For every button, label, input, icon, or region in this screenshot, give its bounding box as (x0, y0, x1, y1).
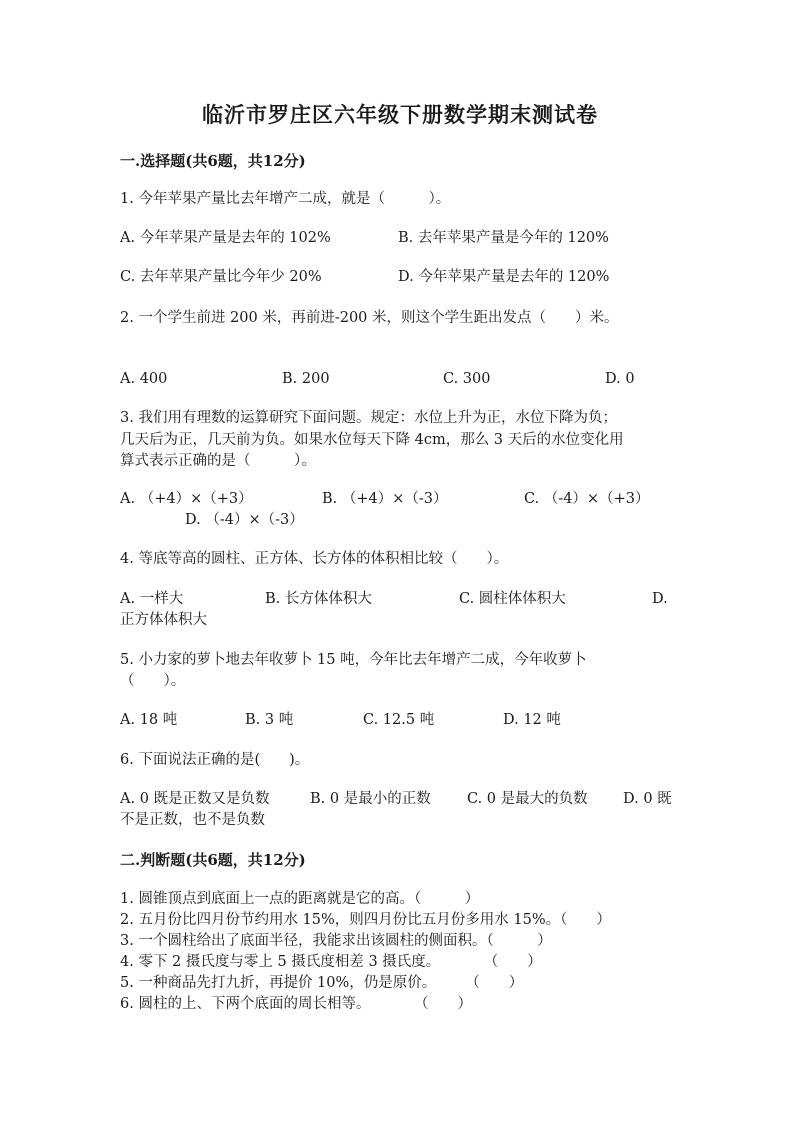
judgment-item-3: 3. 一个圆柱给出了底面半径，我能求出该圆柱的侧面积。（ ） (120, 933, 552, 949)
question-6-option-d-text: 不是正数，也不是负数 (120, 812, 265, 828)
question-1-option-d: D. 今年苹果产量是去年的 120% (398, 269, 610, 285)
question-3-line-2: 几天后为正，几天前为负。如果水位每天下降 4cm，那么 3 天后的水位变化用 (120, 432, 624, 448)
question-2-option-b: B. 200 (282, 371, 330, 387)
question-2-option-d: D. 0 (605, 371, 635, 387)
question-5-option-d: D. 12 吨 (503, 712, 561, 728)
judgment-item-2: 2. 五月份比四月份节约用水 15%，则四月份比五月份多用水 15%。（ ） (120, 912, 611, 928)
question-6-stem: 6. 下面说法正确的是( )。 (120, 752, 310, 768)
question-5-line-1: 5. 小力家的萝卜地去年收萝卜 15 吨，今年比去年增产二成，今年收萝卜 (120, 652, 587, 668)
question-3-option-b: B. （+4）×（-3） (322, 491, 448, 507)
judgment-item-4: 4. 零下 2 摄氏度与零上 5 摄氏度相差 3 摄氏度。 （ ） (120, 954, 542, 970)
question-5-option-c: C. 12.5 吨 (363, 712, 435, 728)
section-heading-choice: 一.选择题(共6题，共12分) (120, 152, 306, 170)
question-3-option-a: A. （+4）×（+3） (120, 491, 253, 507)
question-4-option-d-label: D. (652, 591, 668, 607)
section-heading-judgment: 二.判断题(共6题，共12分) (120, 851, 306, 869)
question-3-line-3: 算式表示正确的是（ ）。 (120, 453, 316, 469)
question-5-option-b: B. 3 吨 (245, 712, 294, 728)
question-2-option-c: C. 300 (443, 371, 491, 387)
question-4-stem: 4. 等底等高的圆柱、正方体、长方体的体积相比较（ ）。 (120, 551, 509, 567)
question-4-option-a: A. 一样大 (120, 591, 184, 607)
question-6-option-c: C. 0 是最大的负数 (467, 791, 588, 807)
question-4-option-c: C. 圆柱体体积大 (459, 591, 566, 607)
question-2-stem: 2. 一个学生前进 200 米，再前进-200 米，则这个学生距出发点（ ）米。 (120, 310, 619, 326)
question-2-option-a: A. 400 (120, 371, 168, 387)
judgment-item-5: 5. 一种商品先打九折，再提价 10%，仍是原价。 （ ） (120, 975, 524, 991)
question-1-option-c: C. 去年苹果产量比今年少 20% (120, 269, 322, 285)
page-title: 临沂市罗庄区六年级下册数学期末测试卷 (202, 102, 598, 127)
question-1-stem: 1. 今年苹果产量比去年增产二成，就是（ ）。 (120, 191, 451, 207)
question-1-option-b: B. 去年苹果产量是今年的 120% (398, 230, 609, 246)
judgment-item-1: 1. 圆锥顶点到底面上一点的距离就是它的高。（ ） (120, 891, 480, 907)
question-3-option-d: D. （-4）×（-3） (185, 512, 304, 528)
question-6-option-a: A. 0 既是正数又是负数 (120, 791, 270, 807)
question-4-option-d-text: 正方体体积大 (120, 612, 207, 628)
question-6-option-d-label: D. 0 既 (623, 791, 672, 807)
judgment-item-6: 6. 圆柱的上、下两个底面的周长相等。 （ ） (120, 996, 472, 1012)
question-5-option-a: A. 18 吨 (120, 712, 178, 728)
question-5-line-2: （ ）。 (120, 673, 186, 689)
question-1-option-a: A. 今年苹果产量是去年的 102% (120, 230, 331, 246)
question-6-option-b: B. 0 是最小的正数 (310, 791, 431, 807)
question-3-option-c: C. （-4）×（+3） (524, 491, 650, 507)
question-3-line-1: 3. 我们用有理数的运算研究下面问题。规定：水位上升为正，水位下降为负； (120, 410, 617, 426)
question-4-option-b: B. 长方体体积大 (265, 591, 372, 607)
